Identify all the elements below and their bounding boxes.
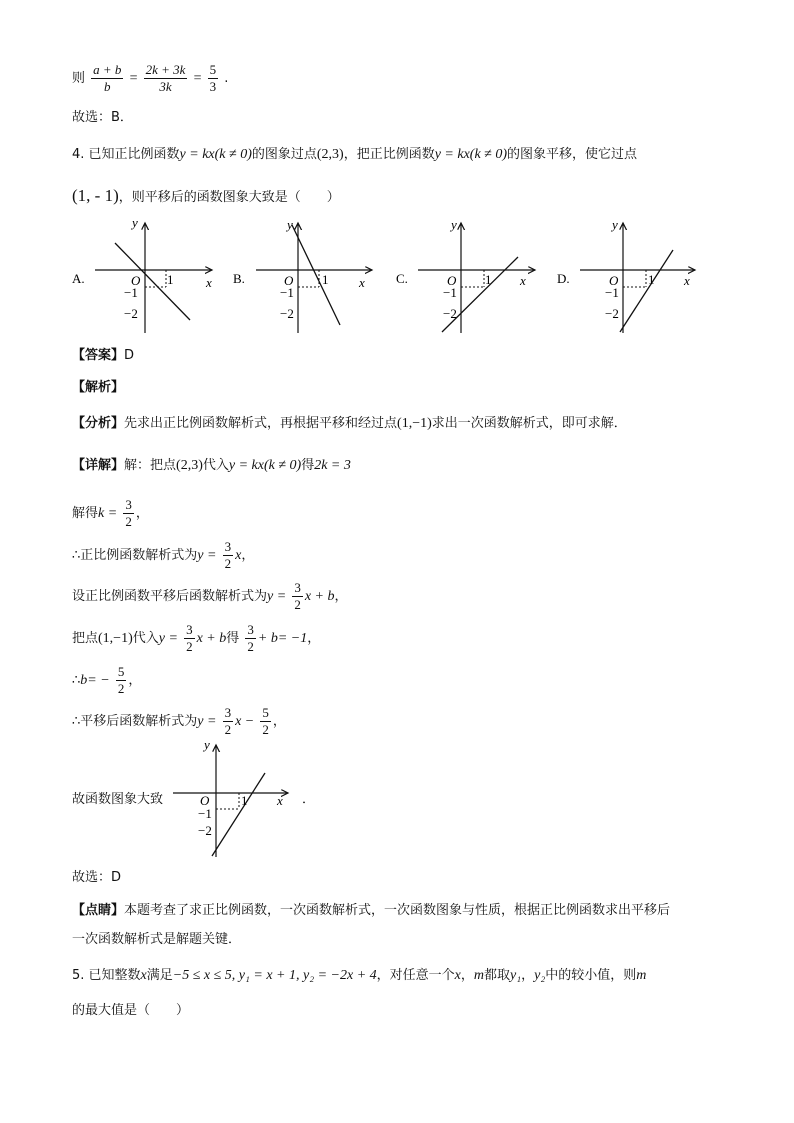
tick-label-1: 1 <box>167 272 174 287</box>
step-5: ∴b= − $\frac{5}{2}$ ， <box>72 664 142 696</box>
step-6: ∴平移后函数解析式为y = $\frac{3}{2}$ x − $\frac{5}{2}$ ， <box>72 705 286 737</box>
svg-text:−2: −2 <box>280 306 294 321</box>
svg-text:−2: −2 <box>443 306 457 321</box>
axis-label-y: y <box>132 215 138 230</box>
svg-text:1: 1 <box>648 272 655 287</box>
question-5-cont: 的最大值是（ ） <box>72 1003 190 1018</box>
svg-text:−1: −1 <box>280 285 294 300</box>
option-graphs <box>0 215 794 365</box>
svg-text:x: x <box>277 793 283 808</box>
dianjing-line: 【点睛】本题考查了求正比例函数，一次函数解析式，一次函数图象与性质，根据正比例函数求出平移后 <box>72 903 671 918</box>
axis-label-x: x <box>206 275 212 290</box>
ratio-prefix: 则 <box>72 71 86 86</box>
dianjing-line-2: 一次函数解析式是解题关键． <box>72 932 242 947</box>
svg-text:x: x <box>359 275 365 290</box>
step-1: 解得k = $\frac{3}{2}$ ， <box>72 497 149 529</box>
step-3: 设正比例函数平移后函数解析式为y = $\frac{3}{2}$ x + b， <box>72 580 348 612</box>
step-7-end: ． <box>302 792 316 807</box>
origin-label: O <box>131 273 141 288</box>
svg-text:−1: −1 <box>198 806 212 821</box>
step-4: 把点(1,−1)代入y = $\frac{3}{2}$ x + b得 $\frac{3}{2}$ + b= −1， <box>72 622 321 654</box>
svg-text:−1: −1 <box>605 285 619 300</box>
svg-text:1: 1 <box>322 272 329 287</box>
graph-option-b[interactable] <box>233 217 372 333</box>
graph-option-c[interactable] <box>396 217 535 333</box>
step-7: 故函数图象大致 <box>72 792 164 807</box>
svg-text:x: x <box>684 273 690 288</box>
svg-text:−2: −2 <box>198 823 212 838</box>
svg-text:y: y <box>287 217 293 232</box>
fenxi-line: 【分析】先求出正比例函数解析式，再根据平移和经过点(1,−1)求出一次函数解析式，即可求解． <box>72 416 627 431</box>
svg-text:D.: D. <box>557 271 570 286</box>
tick-label-neg2: −2 <box>124 306 138 321</box>
option-label: A. <box>72 271 85 286</box>
svg-text:1: 1 <box>485 272 492 287</box>
svg-text:O: O <box>200 793 210 808</box>
answer-tag: 【答案】 <box>72 348 125 363</box>
svg-text:x: x <box>520 273 526 288</box>
svg-text:C.: C. <box>396 271 408 286</box>
svg-text:O: O <box>284 273 294 288</box>
question-4: 4. 已知正比例函数y = kx(k ≠ 0)的图象过点(2,3)，把正比例函数y = kx(k ≠ 0)的图象平移，使它过点 <box>72 147 638 162</box>
svg-text:y: y <box>451 217 457 232</box>
analysis-heading: 【解析】 <box>72 380 125 395</box>
svg-text:y: y <box>204 737 210 752</box>
answer-value: D <box>124 348 135 363</box>
svg-text:y: y <box>612 217 618 232</box>
svg-text:−1: −1 <box>443 285 457 300</box>
svg-text:O: O <box>609 273 619 288</box>
line-ratio: 则 $\frac{a + b}{b}$ = $\frac{2k + 3k}{3k}$ = $\frac{5}{3}$ . <box>72 62 229 94</box>
fraction: $\frac{5}{3}$ <box>209 62 217 94</box>
choice-line: 故选：B． <box>72 110 133 125</box>
solution-graph <box>168 735 308 860</box>
step-8: 故选：D <box>72 870 122 885</box>
graph-option-d[interactable] <box>557 217 695 333</box>
svg-text:B.: B. <box>233 271 245 286</box>
svg-text:O: O <box>447 273 457 288</box>
fraction: $\frac{2k + 3k}{3k}$ <box>145 62 186 94</box>
xiangjie-line: 【详解】解：把点(2,3)代入y = kx(k ≠ 0)得2k = 3 <box>72 458 351 473</box>
question-4-cont: (1, - 1)，则平移后的函数图象大致是（ ） <box>72 186 340 205</box>
graph-option-a[interactable] <box>72 215 212 333</box>
svg-text:−2: −2 <box>605 306 619 321</box>
step-2: ∴正比例函数解析式为y = $\frac{3}{2}$ x， <box>72 539 255 571</box>
answer-line <box>72 346 134 366</box>
fraction: $\frac{a + b}{b}$ <box>93 62 122 94</box>
tick-label-neg1: −1 <box>124 285 138 300</box>
question-5: 5. 已知整数x满足−5 ≤ x ≤ 5, y₁ = x + 1, y₂ = −2x + 4，对任意一个x，m都取y₁，y₂中的较小值，则m <box>72 968 647 983</box>
svg-text:1: 1 <box>241 793 248 808</box>
